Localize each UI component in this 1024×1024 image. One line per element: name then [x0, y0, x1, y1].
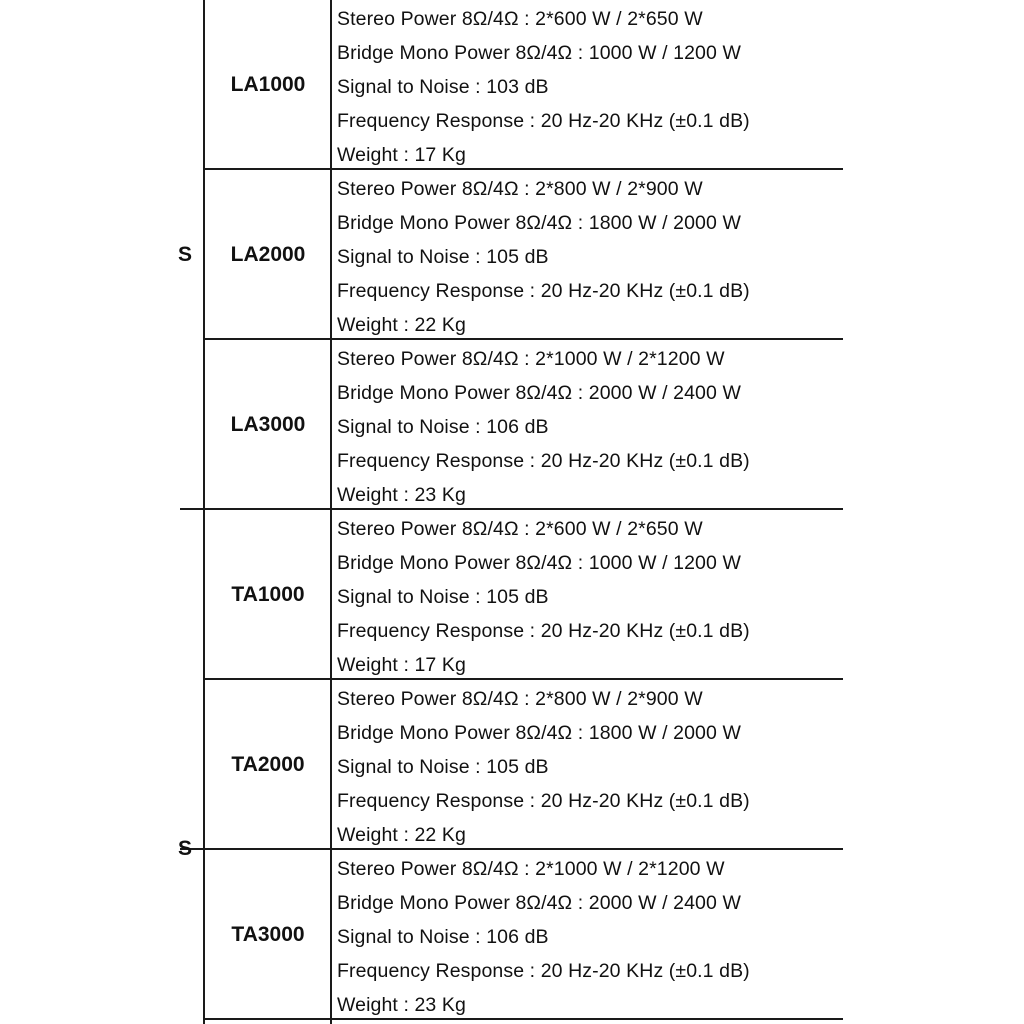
spec-weight: Weight : 22 Kg — [337, 314, 466, 336]
spec-bridge-mono-power: Bridge Mono Power 8Ω/4Ω : 1000 W / 1200 W — [337, 552, 741, 574]
model-name: LA3000 — [230, 413, 306, 436]
spec-weight: Weight : 23 Kg — [337, 994, 466, 1016]
spec-bridge-mono-power: Bridge Mono Power 8Ω/4Ω : 2000 W / 2400 W — [337, 382, 741, 404]
spec-frequency-response: Frequency Response : 20 Hz-20 KHz (±0.1 dB) — [337, 280, 750, 302]
spec-frequency-response: Frequency Response : 20 Hz-20 KHz (±0.1 dB) — [337, 620, 750, 642]
spec-weight: Weight : 17 Kg — [337, 654, 466, 676]
column-divider — [330, 0, 332, 1024]
table-border-left — [203, 0, 205, 1024]
spec-bridge-mono-power: Bridge Mono Power 8Ω/4Ω : 1800 W / 2000 W — [337, 722, 741, 744]
model-name: TA3000 — [231, 923, 305, 946]
spec-list — [337, 342, 837, 512]
spec-weight: Weight : 22 Kg — [337, 824, 466, 846]
spec-list — [337, 852, 837, 1022]
cropped-category-label: S — [178, 837, 193, 860]
model-name: LA2000 — [230, 243, 306, 266]
spec-bridge-mono-power: Bridge Mono Power 8Ω/4Ω : 1800 W / 2000 W — [337, 212, 741, 234]
model-name: TA1000 — [231, 583, 305, 606]
model-name: TA2000 — [231, 753, 305, 776]
spec-frequency-response: Frequency Response : 20 Hz-20 KHz (±0.1 dB) — [337, 110, 750, 132]
spec-list — [337, 512, 837, 682]
spec-frequency-response: Frequency Response : 20 Hz-20 KHz (±0.1 dB) — [337, 790, 750, 812]
spec-weight: Weight : 23 Kg — [337, 484, 466, 506]
spec-stereo-power: Stereo Power 8Ω/4Ω : 2*1000 W / 2*1200 W — [337, 858, 725, 880]
spec-frequency-response: Frequency Response : 20 Hz-20 KHz (±0.1 dB) — [337, 450, 750, 472]
spec-stereo-power: Stereo Power 8Ω/4Ω : 2*800 W / 2*900 W — [337, 688, 703, 710]
model-name: LA1000 — [230, 73, 306, 96]
spec-list — [337, 2, 837, 172]
spec-signal-to-noise: Signal to Noise : 105 dB — [337, 756, 549, 778]
spec-stereo-power: Stereo Power 8Ω/4Ω : 2*800 W / 2*900 W — [337, 178, 703, 200]
cropped-category-label: S — [178, 243, 193, 266]
spec-frequency-response: Frequency Response : 20 Hz-20 KHz (±0.1 dB) — [337, 960, 750, 982]
spec-list — [337, 682, 837, 852]
spec-signal-to-noise: Signal to Noise : 106 dB — [337, 416, 549, 438]
spec-bridge-mono-power: Bridge Mono Power 8Ω/4Ω : 1000 W / 1200 W — [337, 42, 741, 64]
spec-weight: Weight : 17 Kg — [337, 144, 466, 166]
spec-signal-to-noise: Signal to Noise : 103 dB — [337, 76, 549, 98]
spec-stereo-power: Stereo Power 8Ω/4Ω : 2*1000 W / 2*1200 W — [337, 348, 725, 370]
spec-stereo-power: Stereo Power 8Ω/4Ω : 2*600 W / 2*650 W — [337, 8, 703, 30]
spec-stereo-power: Stereo Power 8Ω/4Ω : 2*600 W / 2*650 W — [337, 518, 703, 540]
spec-list — [337, 172, 837, 342]
spec-signal-to-noise: Signal to Noise : 105 dB — [337, 586, 549, 608]
spec-signal-to-noise: Signal to Noise : 105 dB — [337, 246, 549, 268]
spec-bridge-mono-power: Bridge Mono Power 8Ω/4Ω : 2000 W / 2400 W — [337, 892, 741, 914]
spec-signal-to-noise: Signal to Noise : 106 dB — [337, 926, 549, 948]
